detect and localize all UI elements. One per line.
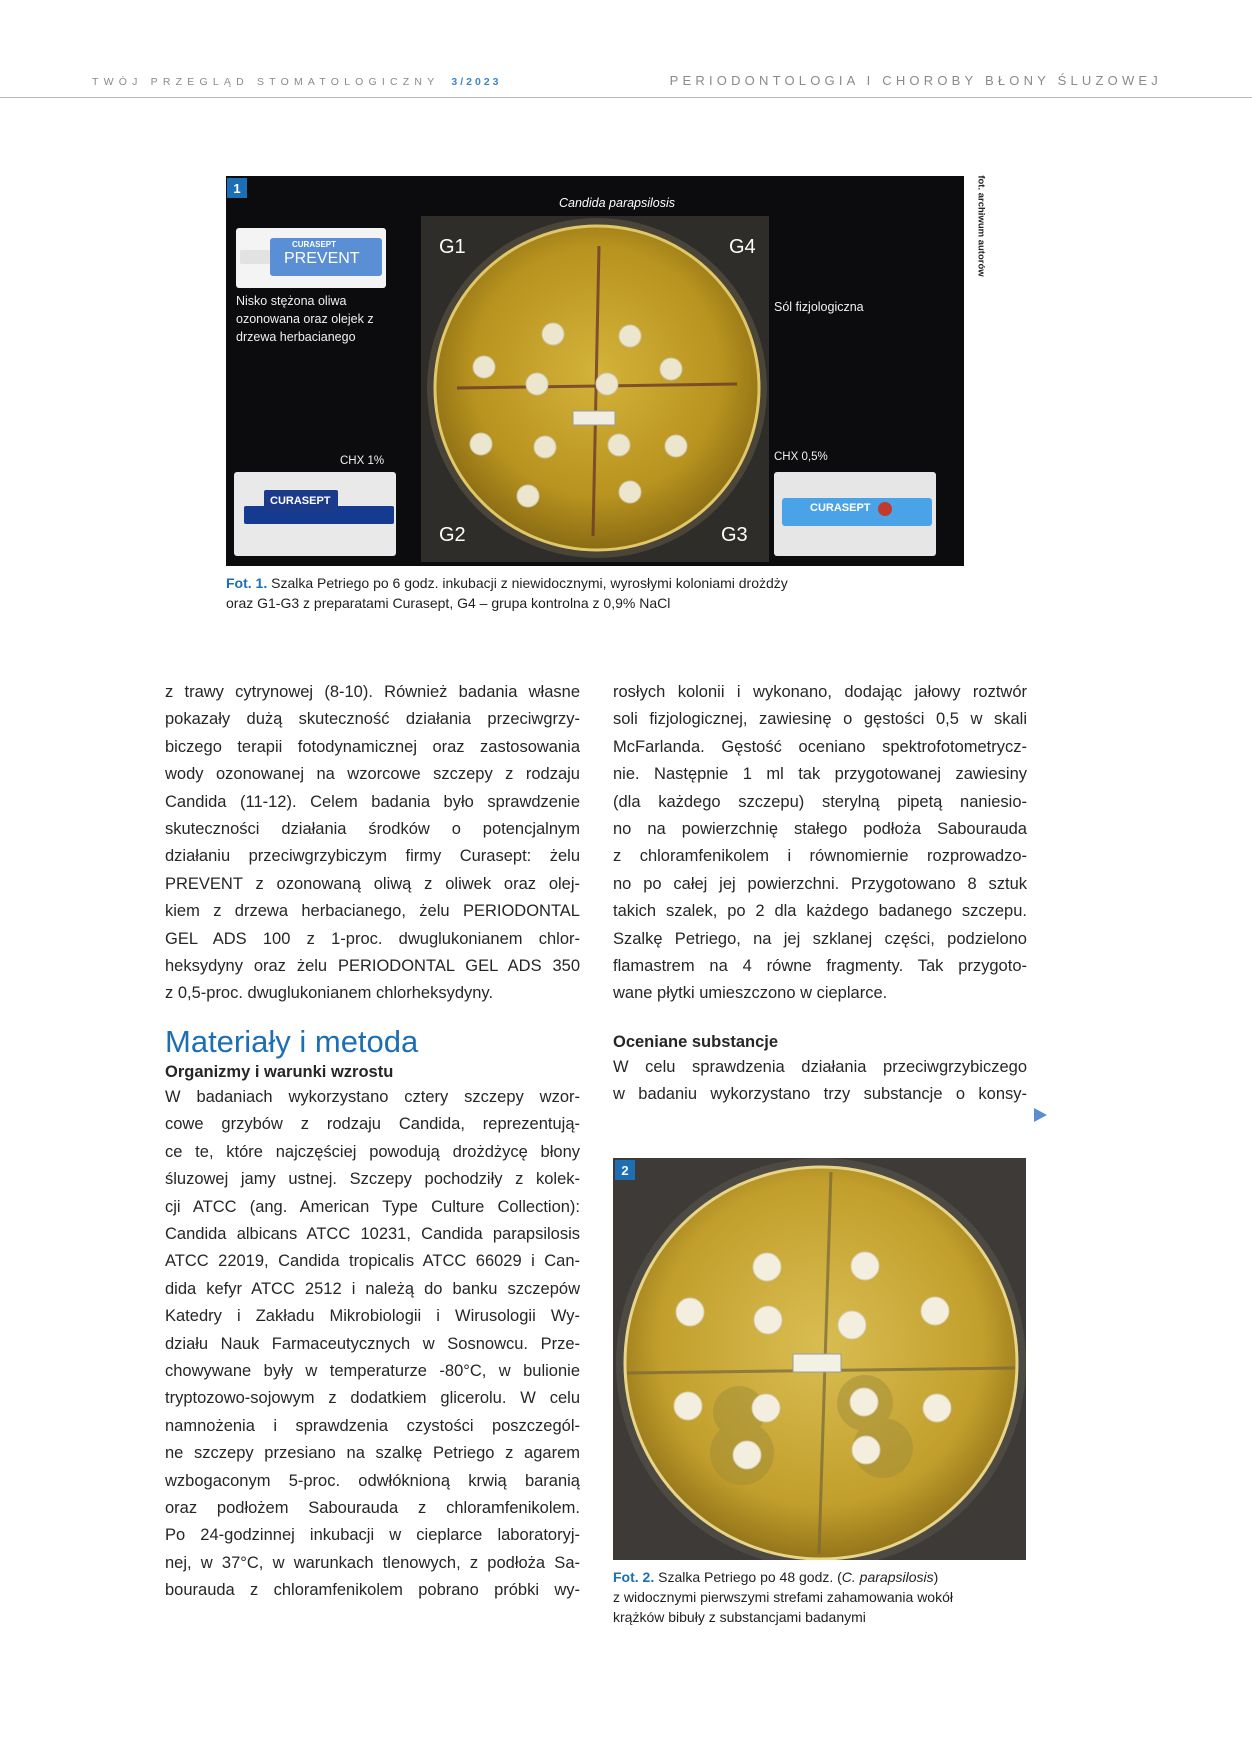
text-line: w badaniu wykorzystano trzy substancje o konsy-	[613, 1085, 1027, 1104]
tube-product-label: PREVENT	[284, 250, 360, 267]
text-line: rosłych kolonii i wykonano, dodając jałowy roztwór	[613, 683, 1027, 701]
g3-description: CHX 0,5%	[774, 451, 828, 463]
text-line: wody ozonowanej na wzorcowe szczepy z rodzaju	[165, 765, 580, 784]
g2-description: CHX 1%	[340, 455, 385, 467]
text-line: namnożenia i sprawdzenia czystości poszczegól-	[165, 1416, 580, 1435]
running-header-left	[92, 76, 502, 88]
text-line: oraz podłożem Sabourauda z chloramfenikolem.	[165, 1498, 580, 1517]
figure-1-caption	[226, 573, 966, 613]
text-line: bourauda z chloramfenikolem pobrano próbki wy-	[165, 1581, 580, 1600]
journal-name: TWÓJ PRZEGLĄD STOMATOLOGICZNY	[92, 76, 440, 88]
prevent-tube-image	[236, 228, 386, 288]
text-line: cowe grzybów z rodzaju Candida, reprezentują-	[165, 1115, 580, 1134]
caption-line: Szalka Petriego po 6 godz. inkubacji z niewidocznymi, wyrosłymi koloniami drożdży	[271, 575, 788, 591]
section-name: PERIODONTOLOGIA I CHOROBY BŁONY ŚLUZOWEJ	[669, 73, 1162, 88]
organism-label: Candida parapsilosis	[559, 196, 676, 210]
text-line: no na powierzchnię stałego podłoża Sabourauda	[613, 820, 1027, 839]
text-line: biczego terapii fotodynamicznej oraz zastosowania	[165, 737, 580, 756]
text-line: tryptozowo-sojowym z dodatkiem glicerolu. W celu	[165, 1389, 580, 1408]
group-label-g2: G2	[439, 524, 466, 546]
text-line: Candida albicans ATCC 10231, Candida parapsilosis	[165, 1224, 580, 1243]
text-line: pokazały dużą skuteczność działania przeciwgrzy-	[165, 710, 580, 729]
tube-brand-label: CURASEPT	[810, 502, 871, 514]
text-line: (dla każdego szczepu) sterylną pipetą naniesio-	[613, 792, 1027, 811]
text-line: śluzowej jamy ustnej. Szczepy pochodziły z kolek-	[165, 1170, 580, 1189]
text-line: Candida (11-12). Celem badania było sprawdzenie	[165, 792, 580, 811]
text-line: W badaniach wykorzystano cztery szczepy wzor-	[165, 1087, 580, 1106]
figure-2-photo	[613, 1158, 1026, 1560]
text-line: z 0,5-proc. dwuglukonianem chlorheksydyny.	[165, 984, 494, 1003]
tube-brand-label: CURASEPT	[292, 240, 337, 249]
text-line: ce te, które najczęściej powodują drożdżycę błony	[165, 1142, 580, 1161]
text-line: no po całej jej powierzchni. Przygotowano 8 sztuk	[613, 874, 1027, 893]
g4-description: Sól fizjologiczna	[774, 300, 864, 314]
text-line: ATCC 22019, Candida tropicalis ATCC 66029 i Can-	[165, 1252, 580, 1271]
header-divider	[0, 97, 1252, 98]
section-title: Materiały i metoda	[165, 1023, 419, 1059]
text-line: wzbogaconym 5-proc. odwłóknioną krwią baranią	[165, 1471, 580, 1490]
text-line: McFarlanda. Gęstość oceniano spektrofotometrycz-	[613, 737, 1027, 756]
g1-description: Nisko stężona oliwa ozonowana oraz olejek z drzewa herbacianego	[236, 294, 374, 344]
text-line: nej, w 37°C, w warunkach tlenowych, z podłoża Sa-	[165, 1553, 580, 1572]
text-line: GEL ADS 100 z 1-proc. dwuglukonianem chlor-	[165, 929, 580, 948]
text-line: dida kefyr ATCC 2512 i należą do banku szczepów	[165, 1279, 580, 1298]
left-column	[165, 679, 580, 1605]
text-line: działu Nauk Farmaceutycznych w Sosnowcu. Prze-	[165, 1334, 580, 1353]
caption-line: oraz G1-G3 z preparatami Curasept, G4 – grupa kontrolna z 0,9% NaCl	[226, 595, 671, 611]
group-label-g4: G4	[729, 236, 756, 258]
text-line: chowywane były w temperaturze -80°C, w bulionie	[165, 1361, 580, 1380]
figure-1-photo	[226, 176, 964, 566]
caption-label: Fot. 2.	[613, 1569, 655, 1585]
text-line: z trawy cytrynowej (8-10). Również badania własne	[165, 683, 580, 701]
figure-2-caption: Fot. 2. Szalka Petriego po 48 godz. (C. parapsilosis) z widocznymi pierwszymi strefami zahamowania wokół krążków bibuły z substancjami badanymi	[613, 1567, 1043, 1627]
photo-credit: fot. archiwum autorów	[975, 175, 987, 277]
subsection-title: Organizmy i warunki wzrostu	[165, 1062, 394, 1081]
text-line: takich szalek, po 2 dla każdego badanego szczepu.	[613, 902, 1027, 921]
text-line: Szalkę Petriego, na jej szklanej części, podzielono	[613, 929, 1027, 948]
text-line: Katedry i Zakładu Mikrobiologii i Wirusologii Wy-	[165, 1307, 580, 1326]
text-line: soli fizjologicznej, zawiesinę o gęstości 0,5 w skali	[613, 710, 1027, 729]
subsection-title: Oceniane substancje	[613, 1032, 779, 1051]
caption-line: krążków bibuły z substancjami badanymi	[613, 1609, 866, 1625]
caption-label: Fot. 1.	[226, 575, 268, 591]
continue-arrow-icon	[1034, 1108, 1047, 1122]
group-label-g3: G3	[721, 524, 748, 546]
right-column	[613, 679, 1027, 1109]
figure-2-number: 2	[615, 1160, 635, 1180]
text-line: wane płytki umieszczono w cieplarce.	[613, 984, 888, 1003]
chx1-tube-image	[234, 472, 396, 556]
petri-dish-illustration	[613, 1158, 1026, 1560]
text-line: Po 24-godzinnej inkubacji w cieplarce laboratoryj-	[165, 1526, 580, 1545]
text-line: z chloramfenikolem i równomiernie rozprowadzo-	[613, 847, 1027, 866]
text-line: kiem z drzewa herbacianego, żelu PERIODONTAL	[165, 902, 580, 921]
issue-number: 3/2023	[451, 76, 502, 88]
chx05-tube-image	[774, 472, 936, 556]
text-line: działaniu przeciwgrzybiczym firmy Curasept: żelu	[165, 847, 580, 866]
petri-dish-illustration	[421, 216, 769, 562]
text-line: skuteczności działania środków o potencjalnym	[165, 820, 580, 839]
text-line: PREVENT z ozonowaną oliwą z oliwek oraz olej-	[165, 874, 580, 893]
group-label-g1: G1	[439, 236, 466, 258]
figure-1-number: 1	[227, 178, 247, 198]
text-line: ne szczepy przesiano na szalkę Petriego z agarem	[165, 1444, 580, 1463]
text-line: W celu sprawdzenia działania przeciwgrzybiczego	[613, 1057, 1027, 1076]
text-line: flamastrem na 4 równe fragmenty. Tak przygoto-	[613, 957, 1027, 976]
petri-dish-photo-1	[421, 216, 769, 562]
tube-brand-label: CURASEPT	[270, 495, 331, 507]
text-line: nie. Następnie 1 ml tak przygotowanej zawiesiny	[613, 765, 1027, 784]
text-line: heksydyny oraz żelu PERIODONTAL GEL ADS 350	[165, 957, 580, 976]
caption-line: z widocznymi pierwszymi strefami zahamowania wokół	[613, 1589, 953, 1605]
text-line: cji ATCC (ang. American Type Culture Collection):	[165, 1197, 580, 1216]
